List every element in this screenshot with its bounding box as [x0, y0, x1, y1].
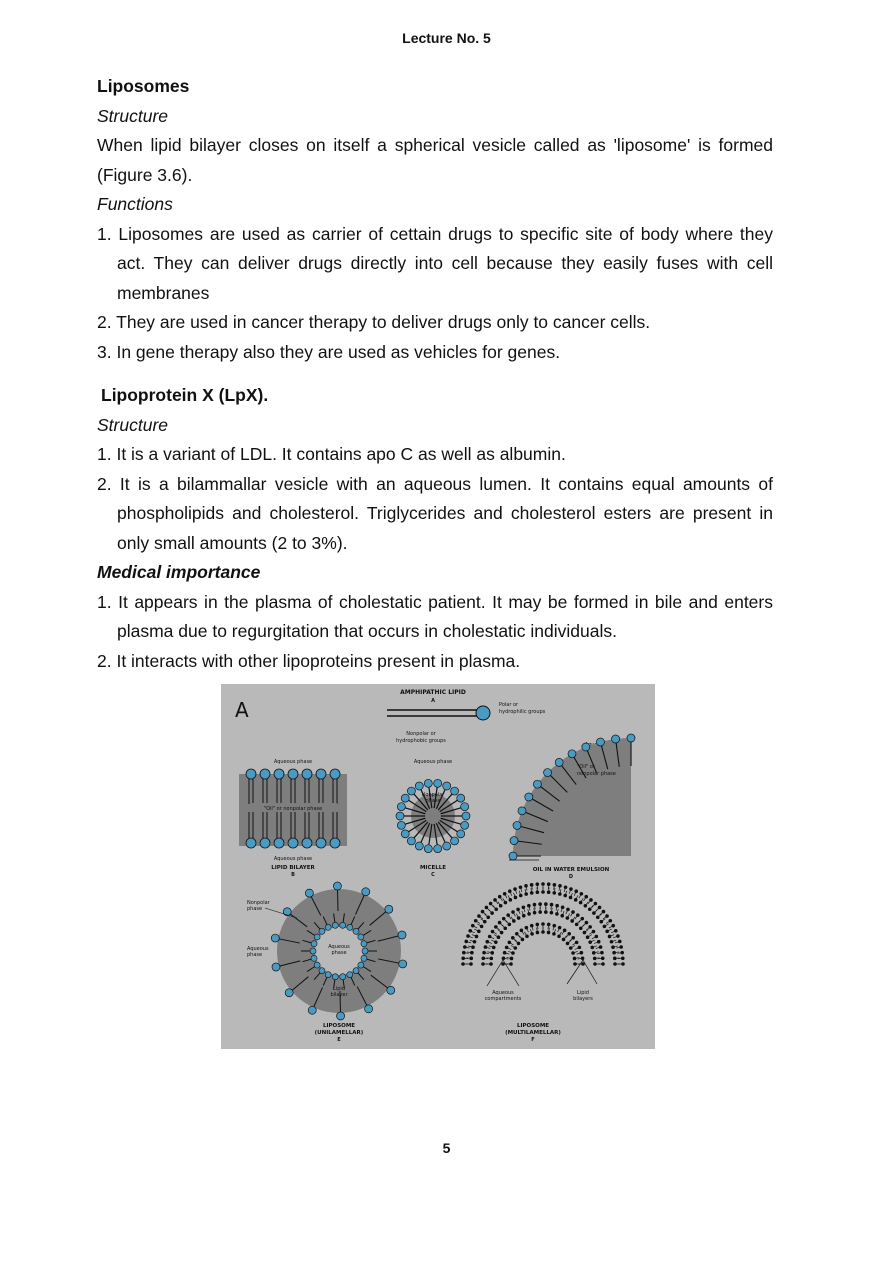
svg-text:"Oil" or: "Oil" or	[577, 764, 596, 770]
svg-text:phase: phase	[331, 950, 347, 956]
liposomes-functions-heading: Functions	[97, 194, 173, 214]
svg-text:Aqueous phase: Aqueous phase	[413, 759, 453, 765]
liposomes-structure-heading: Structure	[97, 105, 168, 126]
svg-text:Polar or: Polar or	[499, 702, 519, 708]
list-item: 3. In gene therapy also they are used as vehicles for genes.	[97, 341, 561, 362]
svg-text:MICELLE: MICELLE	[419, 865, 447, 871]
svg-text:compartments: compartments	[484, 996, 522, 1002]
svg-text:hydrophobic groups: hydrophobic groups	[396, 738, 446, 744]
lipid-structures-diagram	[221, 684, 655, 1049]
page-number: 5	[442, 1140, 451, 1156]
list-item: 1. Liposomes are used as carrier of cettain drugs to specific site of body where they act. They can deliver drugs directly into cell because they easily fuses with cell membranes	[97, 223, 773, 303]
svg-text:phase: phase	[247, 952, 263, 958]
svg-text:OIL IN WATER EMULSION: OIL IN WATER EMULSION	[532, 867, 610, 873]
svg-text:bilayer: bilayer	[330, 992, 348, 998]
svg-text:phase: phase	[247, 906, 263, 912]
emulsion-panel	[509, 734, 635, 880]
svg-text:F: F	[531, 1037, 535, 1043]
svg-text:A: A	[431, 698, 435, 704]
svg-text:Aqueous phase: Aqueous phase	[273, 856, 313, 862]
svg-text:LIPID BILAYER: LIPID BILAYER	[271, 865, 315, 871]
lipid-bilayer-panel	[239, 759, 347, 878]
svg-text:"Oil" or nonpolar phase: "Oil" or nonpolar phase	[263, 806, 323, 812]
page-content	[97, 72, 773, 676]
page-header: Lecture No. 5	[402, 30, 491, 46]
lpx-structure-heading: Structure	[97, 414, 168, 435]
svg-text:Aqueous: Aqueous	[492, 990, 514, 996]
unilamellar-liposome-panel	[247, 882, 407, 1043]
lpx-medical-list	[97, 588, 773, 677]
svg-text:Nonpolar or: Nonpolar or	[406, 731, 436, 737]
lpx-medical-heading: Medical importance	[97, 562, 261, 582]
svg-text:B: B	[291, 872, 295, 878]
svg-text:Lipid: Lipid	[577, 990, 589, 996]
lpx-heading: Lipoprotein X (LpX).	[101, 385, 269, 405]
svg-text:Aqueous: Aqueous	[247, 946, 269, 952]
svg-text:E: E	[337, 1037, 341, 1043]
svg-text:Aqueous: Aqueous	[328, 944, 350, 950]
svg-text:Aqueous phase: Aqueous phase	[273, 759, 313, 765]
micelle-panel	[396, 759, 470, 878]
svg-text:phase: phase	[425, 798, 441, 804]
liposomes-functions-list	[97, 220, 773, 368]
list-item: 2. They are used in cancer therapy to deliver drugs only to cancer cells.	[97, 312, 651, 332]
list-item: 2. It interacts with other lipoproteins present in plasma.	[97, 650, 521, 671]
svg-text:Nonpolar: Nonpolar	[421, 792, 445, 798]
liposomes-structure-text: When lipid bilayer closes on itself a spherical vesicle called as 'liposome' is formed (Figure 3.6).	[97, 135, 773, 185]
panel-letter: A	[235, 698, 249, 722]
svg-text:hydrophilic groups: hydrophilic groups	[499, 709, 546, 715]
lipid-structures-figure	[221, 684, 655, 1049]
list-item: 1. It is a variant of LDL. It contains apo C as well as albumin.	[97, 444, 566, 464]
liposomes-heading: Liposomes	[97, 76, 190, 96]
svg-text:LIPOSOME: LIPOSOME	[322, 1023, 356, 1029]
lpx-structure-list	[97, 440, 773, 558]
svg-text:C: C	[431, 872, 435, 878]
svg-text:bilayers: bilayers	[573, 996, 593, 1002]
svg-text:(MULTILAMELLAR): (MULTILAMELLAR)	[505, 1030, 561, 1036]
amphipathic-lipid-panel	[387, 689, 546, 744]
list-item: 1. It appears in the plasma of cholestatic patient. It may be formed in bile and enters plasma due to regurgitation that occurs in cholestatic individuals.	[97, 591, 773, 641]
svg-text:Nonpolar: Nonpolar	[247, 900, 270, 906]
svg-text:LIPOSOME: LIPOSOME	[516, 1023, 550, 1029]
multilamellar-liposome-panel	[461, 882, 625, 1043]
svg-text:(UNILAMELLAR): (UNILAMELLAR)	[314, 1030, 364, 1036]
svg-text:Lipid: Lipid	[333, 986, 345, 992]
svg-text:AMPHIPATHIC LIPID: AMPHIPATHIC LIPID	[400, 689, 466, 696]
svg-text:nonpolar phase: nonpolar phase	[577, 771, 616, 777]
list-item: 2. It is a bilammallar vesicle with an aqueous lumen. It contains equal amounts of phospholipids and cholesterol. Triglycerides and cholesterol esters are present in only small amounts (2 to 3%).	[97, 473, 773, 553]
svg-text:D: D	[568, 874, 574, 880]
